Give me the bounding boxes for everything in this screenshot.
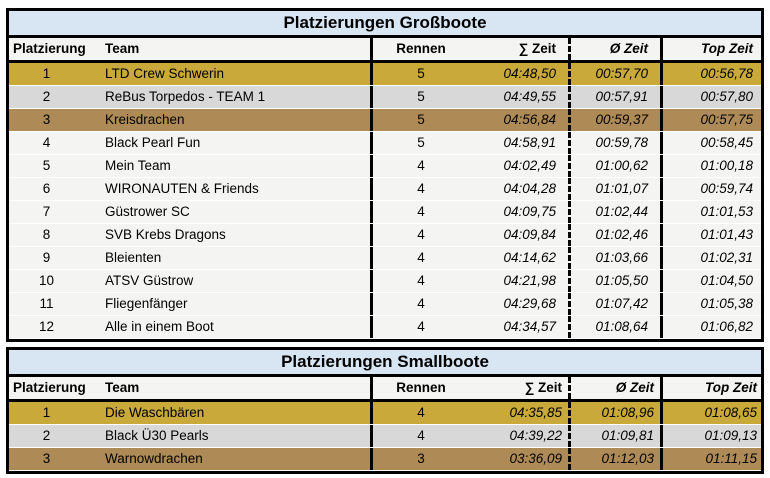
cell-team: ReBus Torpedos - TEAM 1 <box>105 89 266 104</box>
cell-rennen: 4 <box>370 425 469 447</box>
table-row <box>9 63 761 86</box>
column-header-sum-zeit: ∑ Zeit <box>524 380 562 395</box>
cell-team: SVB Krebs Dragons <box>105 227 226 242</box>
cell-platzierung: 12 <box>38 319 55 334</box>
cell-rennen: 4 <box>370 155 469 177</box>
cell-team: Black Pearl Fun <box>105 135 201 150</box>
grossboote-header-row <box>9 38 761 63</box>
cell-sum: 04:14,62 <box>503 250 556 265</box>
cell-platzierung: 7 <box>42 204 51 219</box>
cell-rennen: 4 <box>370 293 469 315</box>
table-row <box>9 270 761 293</box>
column-header-platzierung: Platzierung <box>13 41 86 56</box>
cell-team: Warnowdrachen <box>105 451 203 466</box>
cell-top: 00:57,80 <box>660 86 761 108</box>
cell-sum: 04:56,84 <box>503 112 556 127</box>
column-header-top-zeit: Top Zeit <box>660 377 761 399</box>
cell-sum: 04:21,98 <box>503 273 556 288</box>
smallboote-rows <box>9 402 761 471</box>
cell-top: 00:57,75 <box>660 109 761 131</box>
column-header-rennen: Rennen <box>370 377 469 399</box>
cell-team: Alle in einem Boot <box>105 319 214 334</box>
column-header-top-zeit: Top Zeit <box>660 38 761 60</box>
cell-avg: 00:59,78 <box>568 132 660 154</box>
table-row <box>9 316 761 339</box>
cell-platzierung: 3 <box>42 451 51 466</box>
cell-sum: 04:09,84 <box>503 227 556 242</box>
cell-avg: 00:57,70 <box>568 63 660 85</box>
cell-sum: 04:35,85 <box>509 405 562 420</box>
cell-top: 01:08,65 <box>660 402 761 424</box>
cell-avg: 01:08,96 <box>568 402 660 424</box>
table-row <box>9 155 761 178</box>
cell-platzierung: 9 <box>42 250 51 265</box>
table-row <box>9 224 761 247</box>
cell-rennen: 5 <box>370 109 469 131</box>
cell-rennen: 5 <box>370 132 469 154</box>
cell-avg: 01:01,07 <box>568 178 660 200</box>
smallboote-table-title: Platzierungen Smallboote <box>9 350 761 377</box>
cell-team: Mein Team <box>105 158 171 173</box>
cell-platzierung: 8 <box>42 227 51 242</box>
table-row <box>9 293 761 316</box>
grossboote-table-title: Platzierungen Großboote <box>9 11 761 38</box>
table-row <box>9 247 761 270</box>
table-row <box>9 178 761 201</box>
cell-sum: 04:29,68 <box>503 296 556 311</box>
column-header-avg-zeit: Ø Zeit <box>568 377 660 399</box>
cell-top: 00:58,45 <box>660 132 761 154</box>
cell-avg: 01:05,50 <box>568 270 660 292</box>
cell-avg: 01:00,62 <box>568 155 660 177</box>
column-header-sum-zeit: ∑ Zeit <box>518 41 556 56</box>
cell-top: 00:56,78 <box>660 63 761 85</box>
table-row <box>9 402 761 425</box>
cell-team: ATSV Güstrow <box>105 273 194 288</box>
cell-sum: 04:58,91 <box>503 135 556 150</box>
cell-rennen: 4 <box>370 247 469 269</box>
cell-top: 01:09,13 <box>660 425 761 447</box>
cell-team: Kreisdrachen <box>105 112 185 127</box>
cell-avg: 00:59,37 <box>568 109 660 131</box>
smallboote-header-row <box>9 377 761 402</box>
cell-platzierung: 1 <box>42 405 51 420</box>
grossboote-rows <box>9 63 761 339</box>
cell-sum: 03:36,09 <box>509 451 562 466</box>
column-header-platzierung: Platzierung <box>13 380 86 395</box>
cell-top: 01:04,50 <box>660 270 761 292</box>
cell-rennen: 4 <box>370 201 469 223</box>
table-row <box>9 425 761 448</box>
cell-platzierung: 2 <box>42 428 51 443</box>
cell-platzierung: 11 <box>39 296 54 311</box>
cell-top: 01:01,53 <box>660 201 761 223</box>
cell-team: Bleienten <box>105 250 162 265</box>
column-header-team: Team <box>105 380 140 395</box>
column-header-rennen: Rennen <box>370 38 469 60</box>
cell-avg: 00:57,91 <box>568 86 660 108</box>
cell-top: 01:02,31 <box>660 247 761 269</box>
cell-avg: 01:08,64 <box>568 316 660 338</box>
cell-sum: 04:02,49 <box>503 158 556 173</box>
cell-team: Fliegenfänger <box>105 296 188 311</box>
cell-team: LTD Crew Schwerin <box>105 66 225 81</box>
cell-top: 00:59,74 <box>660 178 761 200</box>
cell-top: 01:05,38 <box>660 293 761 315</box>
cell-platzierung: 1 <box>42 66 51 81</box>
cell-top: 01:01,43 <box>660 224 761 246</box>
grossboote-table <box>6 8 764 342</box>
cell-platzierung: 6 <box>42 181 51 196</box>
cell-rennen: 4 <box>370 270 469 292</box>
table-row <box>9 109 761 132</box>
table-row <box>9 448 761 471</box>
cell-sum: 04:39,22 <box>509 428 562 443</box>
column-header-team: Team <box>105 41 140 56</box>
smallboote-table <box>6 347 764 474</box>
cell-rennen: 4 <box>370 224 469 246</box>
cell-rennen: 5 <box>370 86 469 108</box>
cell-avg: 01:02,44 <box>568 201 660 223</box>
cell-avg: 01:07,42 <box>568 293 660 315</box>
cell-avg: 01:09,81 <box>568 425 660 447</box>
cell-sum: 04:09,75 <box>503 204 556 219</box>
cell-avg: 01:02,46 <box>568 224 660 246</box>
column-header-avg-zeit: Ø Zeit <box>568 38 660 60</box>
table-row <box>9 201 761 224</box>
cell-team: WIRONAUTEN & Friends <box>105 181 259 196</box>
cell-team: Güstrower SC <box>105 204 190 219</box>
table-row <box>9 86 761 109</box>
cell-rennen: 5 <box>370 63 469 85</box>
cell-rennen: 3 <box>370 448 469 470</box>
cell-platzierung: 4 <box>42 135 51 150</box>
cell-top: 01:00,18 <box>660 155 761 177</box>
cell-platzierung: 5 <box>42 158 51 173</box>
cell-top: 01:11,15 <box>660 448 761 470</box>
cell-platzierung: 10 <box>38 273 55 288</box>
cell-sum: 04:34,57 <box>503 319 556 334</box>
cell-rennen: 4 <box>370 316 469 338</box>
cell-platzierung: 3 <box>42 112 51 127</box>
cell-avg: 01:12,03 <box>568 448 660 470</box>
table-row <box>9 132 761 155</box>
cell-team: Black Ü30 Pearls <box>105 428 209 443</box>
cell-rennen: 4 <box>370 178 469 200</box>
cell-avg: 01:03,66 <box>568 247 660 269</box>
cell-rennen: 4 <box>370 402 469 424</box>
cell-platzierung: 2 <box>42 89 51 104</box>
cell-sum: 04:04,28 <box>503 181 556 196</box>
cell-sum: 04:49,55 <box>503 89 556 104</box>
cell-team: Die Waschbären <box>105 405 205 420</box>
cell-sum: 04:48,50 <box>503 66 556 81</box>
cell-top: 01:06,82 <box>660 316 761 338</box>
